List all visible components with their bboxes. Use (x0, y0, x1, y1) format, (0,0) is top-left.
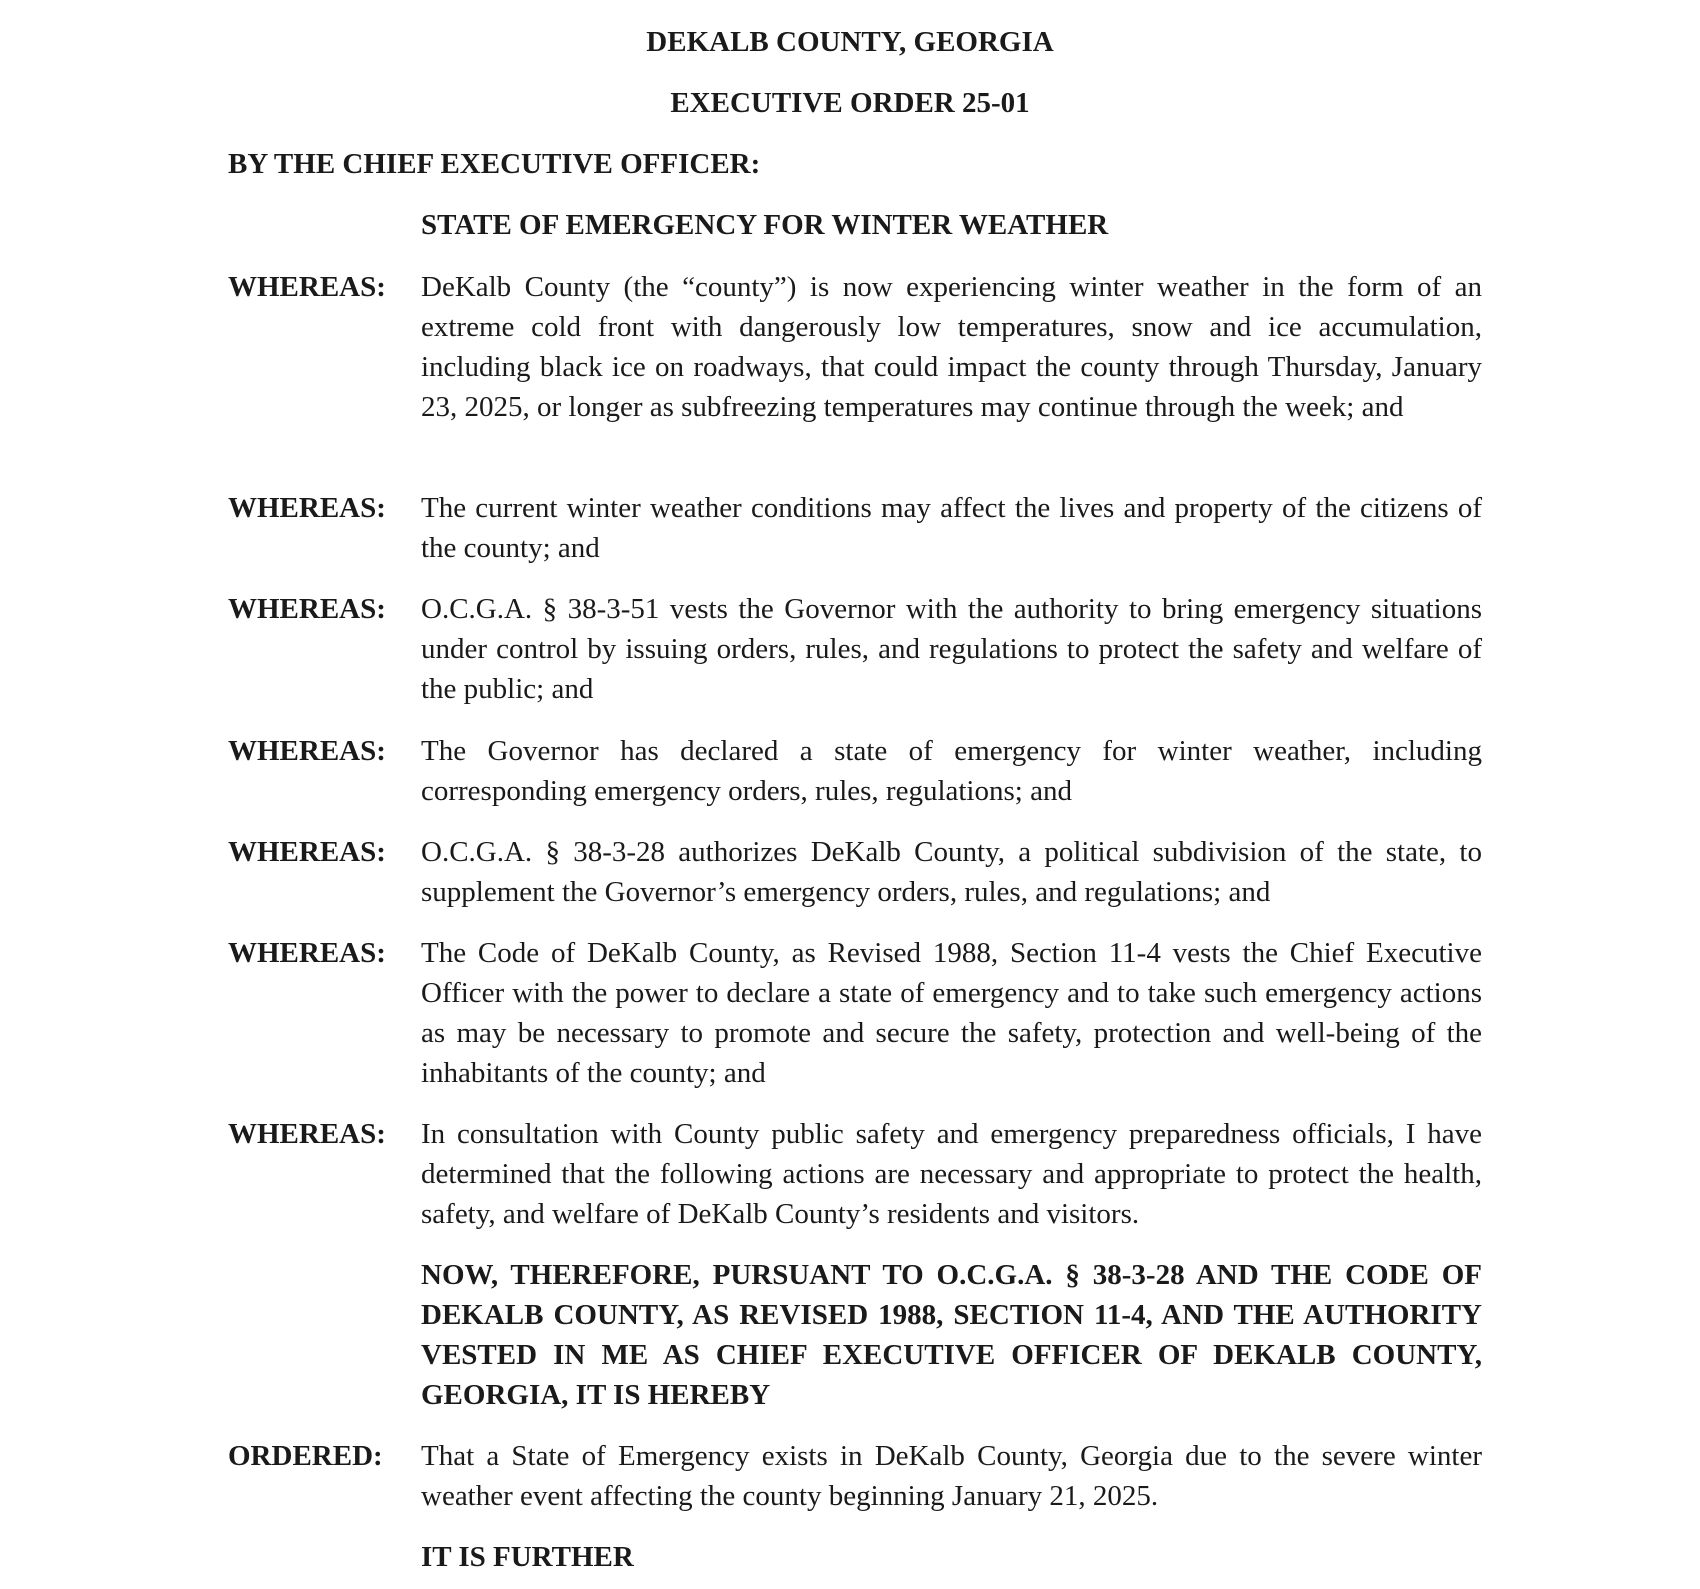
ordered-label: ORDERED: (228, 1440, 383, 1472)
whereas-label-6: WHEREAS: (228, 937, 386, 969)
further-heading: IT IS FURTHER (421, 1541, 634, 1573)
whereas-label-1: WHEREAS: (228, 271, 386, 303)
whereas-text-6: The Code of DeKalb County, as Revised 1988, Section 11-4 vests the Chief Executive Officer with the power to declare a state of emergency and to take such emergency actions as may be necessary to promote and secure the safety, protection and well-being of the inhabitants of the county; and (421, 937, 1482, 1089)
order-subject: STATE OF EMERGENCY FOR WINTER WEATHER (421, 209, 1109, 241)
whereas-text-3: O.C.G.A. § 38-3-51 vests the Governor with the authority to bring emergency situations under control by issuing orders, rules, and regulations to protect the safety and welfare of the public; and (421, 593, 1482, 705)
whereas-label-5: WHEREAS: (228, 836, 386, 868)
whereas-text-4: The Governor has declared a state of emergency for winter weather, including corresponding emergency orders, rules, regulations; and (421, 735, 1482, 807)
whereas-label-3: WHEREAS: (228, 593, 386, 625)
whereas-label-7: WHEREAS: (228, 1118, 386, 1150)
order-number: EXECUTIVE ORDER 25-01 (670, 87, 1030, 119)
ordered-text: That a State of Emergency exists in DeKalb County, Georgia due to the severe winter weather event affecting the county beginning January 21, 2025. (421, 1440, 1482, 1512)
whereas-text-5: O.C.G.A. § 38-3-28 authorizes DeKalb County, a political subdivision of the state, to supplement the Governor’s emergency orders, rules, and regulations; and (421, 836, 1482, 908)
whereas-text-7: In consultation with County public safety and emergency preparedness officials, I have determined that the following actions are necessary and appropriate to protect the health, safety, and welfare of DeKalb County’s residents and visitors. (421, 1118, 1482, 1230)
whereas-label-4: WHEREAS: (228, 735, 386, 767)
whereas-text-1: DeKalb County (the “county”) is now experiencing winter weather in the form of an extreme cold front with dangerously low temperatures, snow and ice accumulation, including black ice on roadways, that could impact the county through Thursday, January 23, 2025, or longer as subfreezing temperatures may continue through the week; and (421, 271, 1482, 423)
whereas-label-2: WHEREAS: (228, 492, 386, 524)
county-title: DEKALB COUNTY, GEORGIA (646, 26, 1054, 58)
whereas-text-2: The current winter weather conditions may affect the lives and property of the citizens of the county; and (421, 492, 1482, 564)
by-line: BY THE CHIEF EXECUTIVE OFFICER: (228, 148, 761, 180)
therefore-clause: NOW, THEREFORE, PURSUANT TO O.C.G.A. § 38-3-28 AND THE CODE OF DEKALB COUNTY, AS REVISED 1988, SECTION 11-4, AND THE AUTHORITY VESTED IN ME AS CHIEF EXECUTIVE OFFICER OF DEKALB COUNTY, GEORGIA, IT IS HEREBY (421, 1259, 1482, 1411)
